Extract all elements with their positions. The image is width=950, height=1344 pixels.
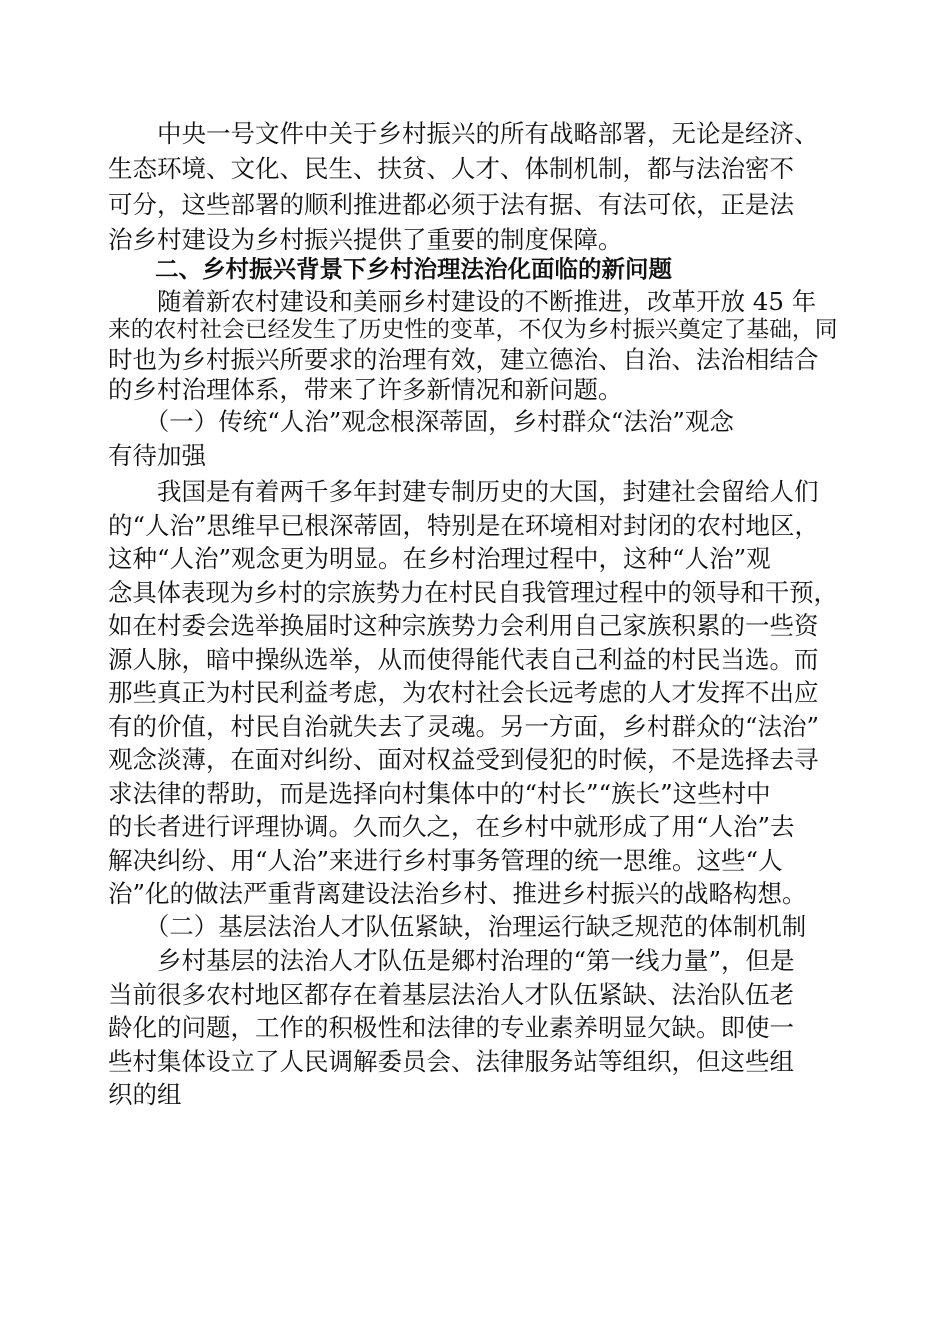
text-line: 源人脉，暗中操纵选举，从而使得能代表自己利益的村民当选。而 [108,645,819,674]
text-line: 的“人治”思维早已根深蒂固，特别是在环境相对封闭的农村地区， [108,511,820,540]
text-line: 些村集体设立了人民调解委员会、法律服务站等组织，但这些组 [108,1047,794,1076]
text-line: 那些真正为村民利益考虑，为农村社会长远考虑的人才发挥不出应 [108,678,819,707]
text-line: 的长者进行评理协调。久而久之，在乡村中就形成了用“人治”去 [108,812,795,841]
text-line: 求法律的帮助，而是选择向村集体中的“村长”“族长”这些村中 [108,779,771,808]
text-line: 念具体表现为乡村的宗族势力在村民自我管理过程中的领导和干预， [108,578,838,607]
text-line: 解决纠纷、用“人治”来进行乡村事务管理的统一思维。这些“人 [108,846,783,875]
text-line: 随着新农村建设和美丽乡村建设的不断推进，改革开放 45 年 [108,287,817,316]
text-line: 我国是有着两千多年封建专制历史的大国，封建社会留给人们 [108,477,819,506]
text-line: 可分，这些部署的顺利推进都必须于法有据、有法可依，正是法 [108,190,794,219]
text-line: 当前很多农村地区都存在着基层法治人才队伍紧缺、法治队伍老 [108,980,794,1009]
text-line: 观念淡薄，在面对纠纷、面对权益受到侵犯的时候，不是选择去寻 [108,745,819,774]
text-line: 有的价值，村民自治就失去了灵魂。另一方面，乡村群众的“法治” [108,712,820,741]
text-line: 乡村基层的法治人才队伍是郷村治理的“第一线力量”，但是 [108,946,795,975]
text-line: 生态环境、文化、民生、扶贫、人才、体制机制，都与法治密不 [108,154,794,183]
text-line: 的乡村治理体系，带来了许多新情况和新问题。 [108,375,623,404]
subsection-heading: 有待加强 [108,441,206,470]
text-line: 织的组 [108,1080,182,1109]
text-line: 时也为乡村振兴所要求的治理有效，建立德治、自治、法治相结合 [108,345,819,374]
text-line: 中央一号文件中关于乡村振兴的所有战略部署，无论是经济、 [108,119,819,148]
text-line: 来的农村社会已经发生了历史性的变革，不仅为乡村振兴奠定了基础，同 [108,317,838,343]
text-line: 这种“人治”观念更为明显。在乡村治理过程中，这种“人治”观 [108,544,771,573]
text-line: 治乡村建设为乡村振兴提供了重要的制度保障。 [108,225,623,254]
subsection-heading: （一）传统“人治”观念根深蒂固，乡村群众“法治”观念 [108,407,734,436]
text-line: 龄化的问题，工作的积极性和法律的专业素养明显欠缺。即使一 [108,1013,794,1042]
text-line: 如在村委会选举换届时这种宗族势力会利用自己家族积累的一些资 [108,611,819,640]
subsection-heading: （二）基层法治人才队伍紧缺，治理运行缺乏规范的体制机制 [108,912,807,941]
text-line: 治”化的做法严重背离建设法治乡村、推进乡村振兴的战略构想。 [108,879,807,908]
section-heading: 二、乡村振兴背景下乡村治理法治化面临的新问题 [108,255,672,283]
